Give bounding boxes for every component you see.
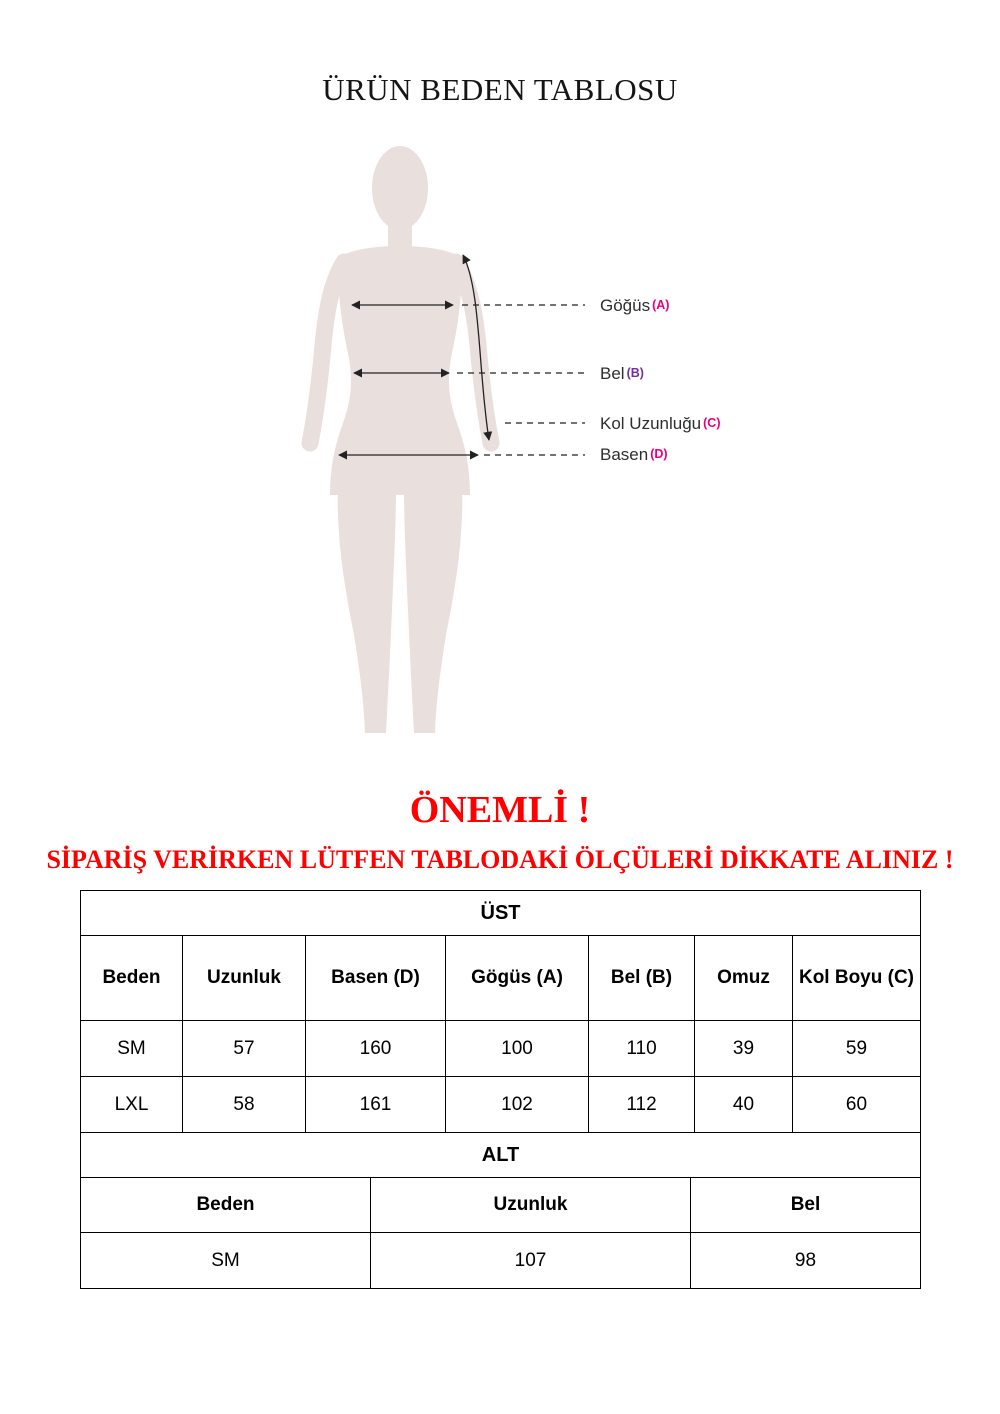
cell-value: 102 <box>446 1077 589 1133</box>
table-row-sm <box>81 1021 921 1077</box>
size-tables <box>80 890 920 1289</box>
col-header-omuz: Omuz <box>695 936 793 1021</box>
measure-letter-b: (B) <box>626 366 644 380</box>
cell-value: 110 <box>589 1021 695 1077</box>
cell-value: 161 <box>306 1077 446 1133</box>
size-table-bottom <box>80 1132 921 1289</box>
measure-label-hip-text: Basen <box>600 445 649 464</box>
cell-size: SM <box>81 1021 183 1077</box>
col-header-gogus: Gögüs (A) <box>446 936 589 1021</box>
body-measurement-diagram <box>0 140 1000 760</box>
table-row-lxl <box>81 1077 921 1133</box>
measure-letter-a: (A) <box>652 298 670 312</box>
cell-value: 40 <box>695 1077 793 1133</box>
measure-label-arm-length <box>600 414 720 434</box>
cell-value: 59 <box>793 1021 921 1077</box>
cell-value: 98 <box>691 1233 921 1289</box>
measure-label-hip <box>600 445 668 465</box>
table-header-row <box>81 936 921 1021</box>
table-section-row <box>81 1133 921 1178</box>
col-header-bel: Bel (B) <box>589 936 695 1021</box>
col-header-kol-boyu: Kol Boyu (C) <box>793 936 921 1021</box>
body-silhouette <box>310 146 491 733</box>
cell-value: 60 <box>793 1077 921 1133</box>
cell-size: LXL <box>81 1077 183 1133</box>
measure-label-waist <box>600 364 644 384</box>
measure-letter-c: (C) <box>703 416 721 430</box>
cell-value: 160 <box>306 1021 446 1077</box>
cell-value: 107 <box>371 1233 691 1289</box>
cell-value: 58 <box>183 1077 306 1133</box>
size-table-top <box>80 890 921 1133</box>
col-header-basen: Basen (D) <box>306 936 446 1021</box>
warning-text: SİPARİŞ VERİRKEN LÜTFEN TABLODAKİ ÖLÇÜLERİ DİKKATE ALINIZ ! <box>46 845 954 874</box>
cell-value: 100 <box>446 1021 589 1077</box>
table-header-row <box>81 1178 921 1233</box>
section-title-alt: ALT <box>81 1133 921 1178</box>
table-row-sm <box>81 1233 921 1289</box>
measure-letter-d: (D) <box>650 447 668 461</box>
col-header-beden: Beden <box>81 936 183 1021</box>
measure-label-arm-text: Kol Uzunluğu <box>600 414 702 433</box>
page-title: ÜRÜN BEDEN TABLOSU <box>322 72 678 107</box>
cell-value: 112 <box>589 1077 695 1133</box>
col-header-uzunluk: Uzunluk <box>371 1178 691 1233</box>
cell-value: 39 <box>695 1021 793 1077</box>
measure-label-chest <box>600 296 669 316</box>
cell-size: SM <box>81 1233 371 1289</box>
col-header-beden: Beden <box>81 1178 371 1233</box>
section-title-ust: ÜST <box>81 891 921 936</box>
measure-label-waist-text: Bel <box>600 364 625 383</box>
col-header-bel: Bel <box>691 1178 921 1233</box>
measure-label-chest-text: Göğüs <box>600 296 651 315</box>
important-heading: ÖNEMLİ ! <box>409 789 591 831</box>
col-header-uzunluk: Uzunluk <box>183 936 306 1021</box>
cell-value: 57 <box>183 1021 306 1077</box>
table-section-row <box>81 891 921 936</box>
